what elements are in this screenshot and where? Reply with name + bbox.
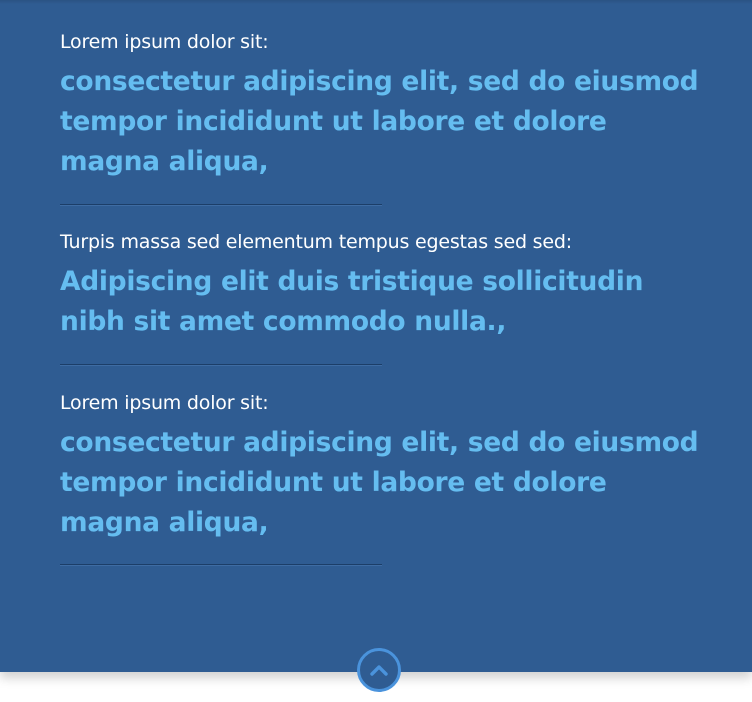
divider — [60, 204, 382, 206]
entry-quote: Adipiscing elit duis tristique sollicitudin nibh sit amet commodo nulla., — [60, 266, 644, 337]
top-shadow — [0, 0, 752, 4]
chevron-up-icon — [369, 663, 389, 677]
scroll-to-top-button[interactable] — [357, 648, 401, 692]
divider — [60, 364, 382, 366]
divider — [60, 564, 382, 566]
entry-1 — [60, 30, 700, 182]
entry-quote: consectetur adipiscing elit, sed do eiusmod tempor incididunt ut labore et dolore magna aliqua, — [60, 427, 699, 538]
entry-label: Turpis massa sed elementum tempus egestas sed sed: — [60, 231, 572, 253]
entry-2 — [60, 230, 700, 342]
entry-label: Lorem ipsum dolor sit: — [60, 31, 269, 53]
entry-label: Lorem ipsum dolor sit: — [60, 392, 269, 414]
entry-3 — [60, 391, 700, 543]
entry-quote: consectetur adipiscing elit, sed do eiusmod tempor incididunt ut labore et dolore magna aliqua, — [60, 66, 699, 177]
